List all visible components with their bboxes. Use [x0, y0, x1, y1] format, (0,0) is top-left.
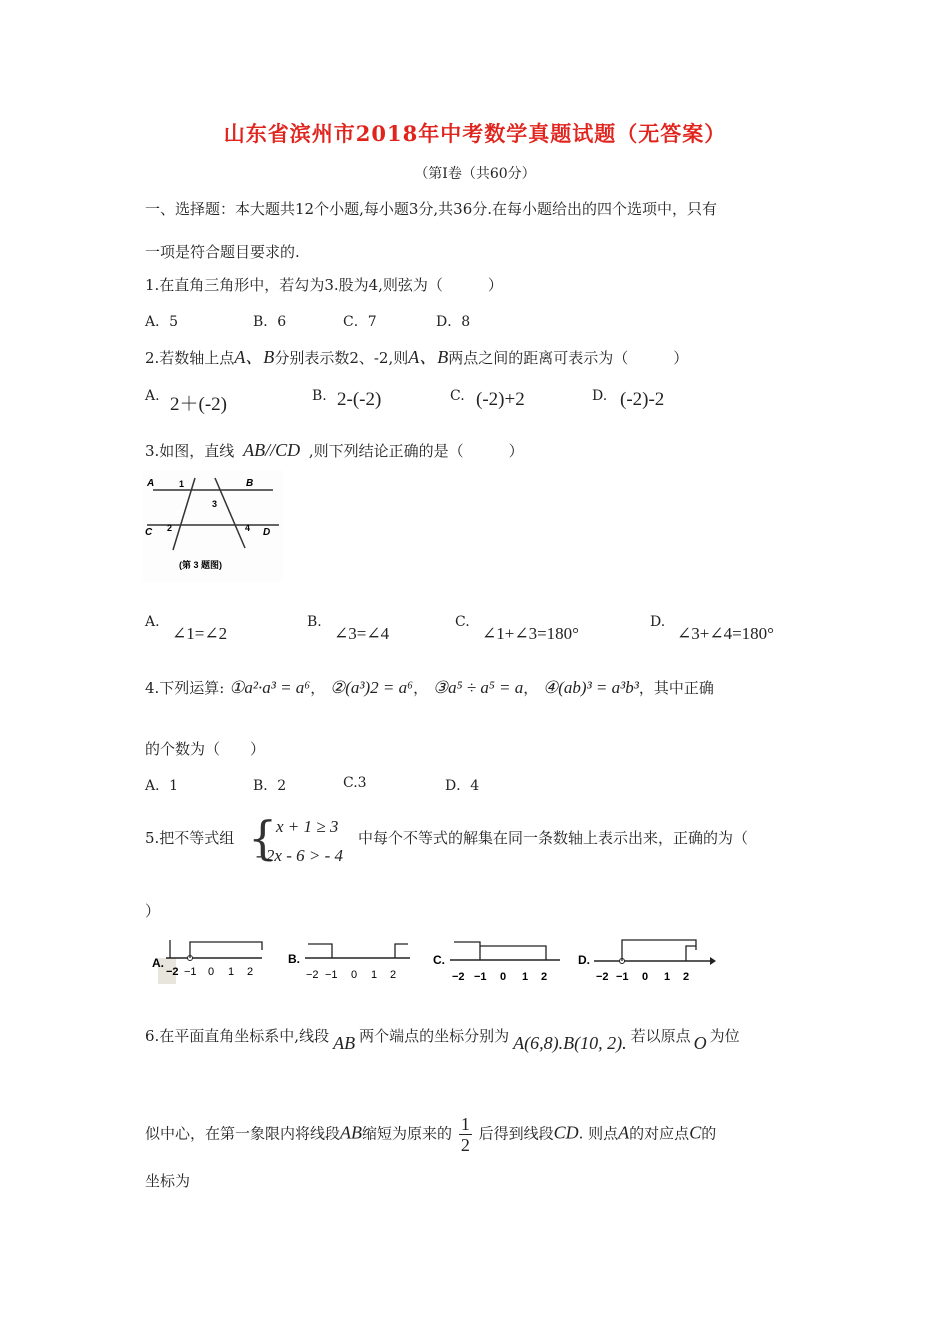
q2-points-ab-2: A、B	[408, 347, 449, 367]
q4-stem-line2: 的个数为（ ）	[145, 740, 266, 758]
q6-part3: 若以原点	[630, 1027, 691, 1045]
q4-option-c: C.3	[343, 775, 367, 791]
q6-line2-ab: AB	[340, 1122, 363, 1143]
figure-caption: (第 3 题图)	[179, 560, 223, 570]
q2-stem	[145, 343, 688, 369]
label-c: C	[145, 527, 153, 538]
q4-expr-1: ①a²·a³ = a⁶	[229, 678, 311, 697]
q5-inequality-2: - 2x - 6 > - 4	[256, 846, 344, 865]
section-instructions-line1: 一、选择题：本大题共12个小题,每小题3分,共36分.在每小题给出的四个选项中，只有	[145, 200, 718, 218]
tick-neg2: −2	[596, 971, 609, 983]
q6-line2-part6: 的	[701, 1124, 717, 1143]
q2-points-ab: A、B	[234, 347, 275, 367]
q3-expr-c: ∠1+∠3=180°	[482, 624, 579, 643]
q3-parallel-lines-figure	[143, 470, 283, 582]
q6-part2: 两个端点的坐标分别为	[359, 1027, 510, 1045]
brace-icon: {	[248, 811, 278, 865]
q4-expr-3: ③a⁵ ÷ a⁵ = a	[432, 678, 524, 697]
option-a-label: A.	[152, 956, 164, 970]
q3-label-d: D.	[650, 614, 666, 630]
tick-0: 0	[642, 971, 649, 983]
tick-1: 1	[371, 969, 378, 981]
number-line-option-b	[288, 944, 410, 981]
fraction-denominator: 2	[460, 1135, 470, 1155]
tick-neg2: −2	[452, 971, 465, 983]
q1-option-c: C．7	[343, 314, 377, 330]
q1-stem: 1.在直角三角形中，若勾为3.股为4,则弦为（ ）	[145, 276, 503, 294]
label-angle-3: 3	[212, 499, 218, 509]
number-line-option-d	[578, 940, 716, 983]
tick-neg1: −1	[184, 966, 197, 978]
option-d-label: D.	[578, 953, 590, 967]
page-title: 山东省滨州市2018年中考数学真题试题（无答案）	[223, 121, 727, 146]
q6-part4: 为位	[709, 1027, 740, 1045]
tick-0: 0	[208, 966, 215, 978]
q3-expr-a: ∠1=∠2	[172, 624, 228, 643]
q6-stem-line1	[145, 1025, 740, 1053]
q6-segment-cd: CD	[553, 1122, 579, 1143]
label-angle-2: 2	[167, 523, 173, 533]
q1-option-d: D．8	[436, 314, 471, 330]
q3-expr-d: ∠3+∠4=180°	[677, 624, 774, 643]
q6-line2-part4: . 则点	[578, 1124, 619, 1143]
section-instructions-line2: 一项是符合题目要求的.	[145, 243, 300, 261]
tick-2: 2	[541, 971, 548, 983]
tick-1: 1	[228, 966, 235, 978]
q2-label-c: C.	[450, 388, 465, 404]
q2-expr-c: (-2)+2	[476, 389, 525, 410]
q6-line2-part1: 似中心，在第一象限内将线段	[145, 1124, 341, 1143]
option-b-label: B.	[288, 952, 300, 966]
label-angle-4: 4	[245, 523, 251, 533]
q4-option-a: A．1	[145, 778, 179, 794]
q6-point-c: C	[689, 1122, 702, 1143]
q2-expr-b: 2-(-2)	[337, 389, 382, 410]
q6-line2-part3: 后得到线段	[478, 1124, 554, 1143]
tick-2: 2	[247, 966, 254, 978]
q2-expr-a: 2＋(-2)	[170, 394, 227, 415]
q6-stem-line2	[145, 1114, 716, 1155]
tick-2: 2	[683, 971, 690, 983]
q6-fraction	[459, 1114, 472, 1155]
q3-parallel-expr: AB//CD	[243, 440, 301, 460]
q6-line2-part5: 的对应点	[629, 1124, 690, 1143]
tick-neg1: −1	[474, 971, 487, 983]
tick-neg1: −1	[616, 971, 629, 983]
q5-stem-part2: 中每个不等式的解集在同一条数轴上表示出来，正确的为（	[358, 829, 749, 847]
q6-segment-ab: AB	[333, 1033, 356, 1053]
q2-stem-part1: 2.若数轴上点	[145, 349, 235, 367]
q3-label-a: A.	[145, 614, 160, 630]
q5-stem-close: ）	[145, 902, 161, 920]
q5-number-line-options	[150, 930, 720, 990]
q4-expr-2: ②(a³)2 = a⁶	[330, 678, 414, 697]
q6-origin-o: O	[693, 1033, 707, 1053]
number-line-option-c	[433, 942, 560, 983]
section-subtitle: （第Ⅰ卷（共60分）	[414, 166, 536, 182]
q3-stem-part1: 3.如图，直线	[145, 442, 235, 460]
tick-neg1: −1	[325, 969, 338, 981]
label-angle-1: 1	[179, 479, 185, 489]
q4-expr-4: ④(ab)³ = a³b³	[543, 678, 639, 697]
tick-neg2: −2	[166, 966, 179, 978]
q3-expr-b: ∠3=∠4	[334, 624, 390, 643]
label-b: B	[246, 478, 254, 489]
option-c-label: C.	[433, 953, 445, 967]
q6-part1: 6.在平面直角坐标系中,线段	[145, 1027, 330, 1045]
q4-stem-part2: ，其中正确	[638, 679, 714, 697]
q4-stem: 4.下列运算: ①a²·a³ = a⁶， ②(a³)2 = a⁶， ③a⁵ ÷ a⁵ = a， ④(ab)³ = a³b³，其中正确	[145, 678, 714, 697]
q2-label-b: B.	[312, 388, 327, 404]
q6-coordinates: A(6,8).B(10, 2).	[513, 1033, 627, 1053]
tick-1: 1	[664, 971, 671, 983]
q1-option-a: A．5	[145, 314, 179, 330]
q2-stem-part2: 分别表示数2、-2,则	[274, 349, 409, 367]
q4-stem-part1: 4.下列运算:	[145, 679, 225, 697]
q3-stem-part2: ,则下列结论正确的是（ ）	[308, 442, 524, 460]
q2-label-d: D.	[592, 388, 608, 404]
q2-expr-d: (-2)-2	[620, 389, 665, 410]
q2-label-a: A.	[145, 388, 160, 404]
q5-stem-part1: 5.把不等式组	[145, 829, 235, 847]
q3-stem	[145, 440, 524, 461]
q3-label-c: C.	[455, 614, 470, 630]
q4-option-b: B．2	[253, 778, 287, 794]
tick-0: 0	[351, 969, 358, 981]
label-a: A	[147, 478, 155, 489]
q2-stem-part3: 两点之间的距离可表示为（ ）	[448, 349, 689, 367]
q4-option-d: D．4	[445, 778, 480, 794]
fraction-numerator: 1	[460, 1114, 470, 1134]
q1-option-b: B．6	[253, 314, 287, 330]
q6-stem-line3: 坐标为	[145, 1172, 191, 1190]
tick-0: 0	[500, 971, 507, 983]
tick-1: 1	[522, 971, 529, 983]
q5-inequality-1: x + 1 ≥ 3	[276, 817, 339, 836]
label-d: D	[263, 527, 271, 538]
q6-line2-part2: 缩短为原来的	[362, 1124, 453, 1143]
q3-label-b: B.	[307, 614, 322, 630]
tick-2: 2	[390, 969, 397, 981]
tick-neg2: −2	[306, 969, 319, 981]
q6-point-a: A	[618, 1122, 630, 1143]
